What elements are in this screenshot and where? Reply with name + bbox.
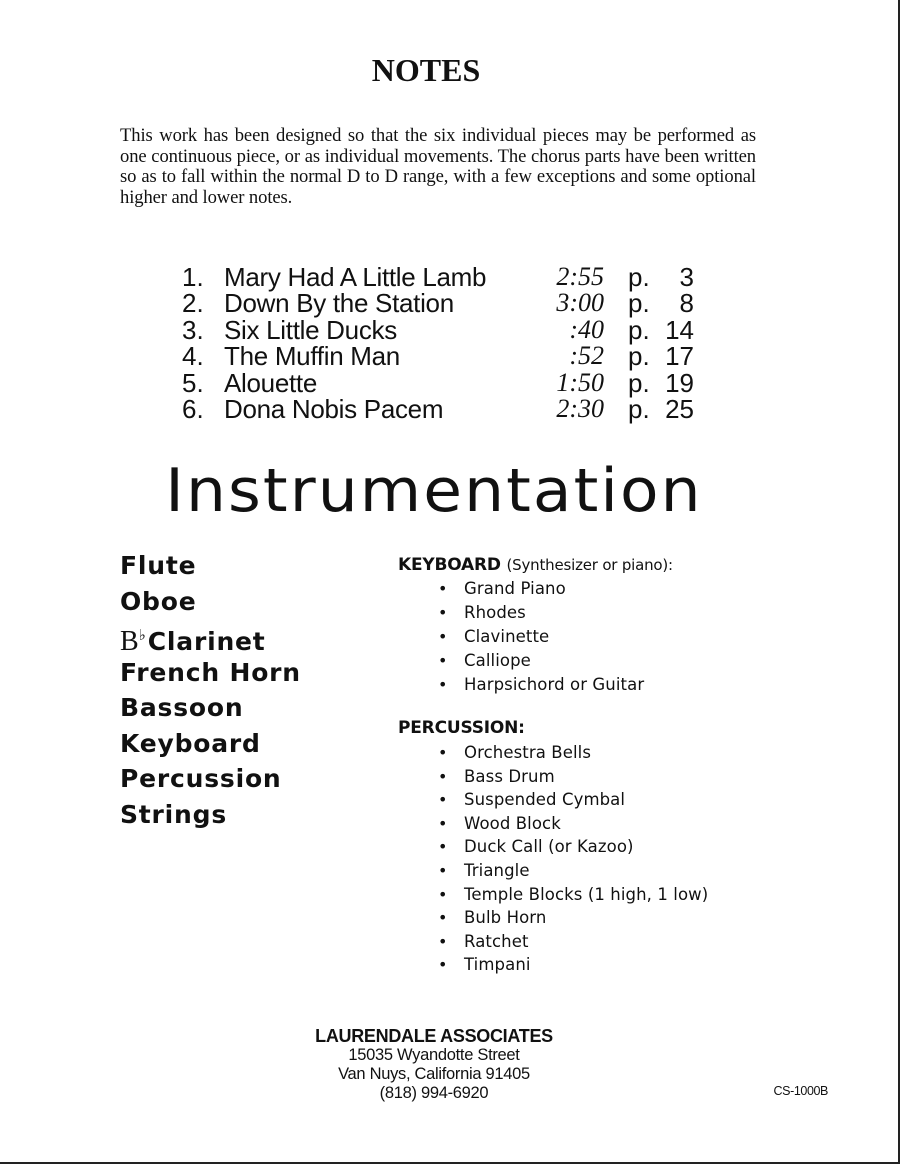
keyboard-item: • Rhodes — [398, 601, 673, 625]
piece-page — [628, 314, 694, 345]
keyboard-items — [398, 577, 673, 697]
keyboard-heading-line — [398, 553, 673, 577]
piece-page — [628, 341, 694, 372]
piece-row — [182, 288, 702, 319]
piece-duration: :40 — [569, 314, 604, 344]
page-number: 19 — [665, 367, 694, 398]
clarinet-label: Clarinet — [147, 627, 266, 656]
percussion-item: • Duck Call (or Kazoo) — [398, 835, 708, 859]
page-number: 14 — [665, 314, 694, 345]
instrument-clarinet — [120, 619, 301, 655]
notes-paragraph: This work has been designed so that the six individual pieces may be performed as one continuous piece, or as individual movements. The chorus parts have been written so as to fall within the normal D to D range, with a few exceptions and some optional higher and lower notes. — [120, 125, 756, 208]
piece-title: Dona Nobis Pacem — [224, 393, 444, 424]
instrument-keyboard: Keyboard — [120, 728, 261, 758]
piece-title: Alouette — [224, 367, 318, 398]
piece-row — [182, 264, 702, 290]
page-number: 3 — [679, 262, 694, 292]
clarinet-key — [120, 626, 148, 657]
percussion-items — [398, 741, 708, 977]
piece-number: 5. — [182, 367, 204, 398]
keyboard-item: • Clavinette — [398, 625, 673, 649]
percussion-item: • Wood Block — [398, 812, 708, 836]
piece-number: 6. — [182, 393, 204, 424]
keyboard-section — [398, 553, 673, 697]
piece-row — [182, 393, 702, 424]
piece-duration: 2:55 — [556, 262, 604, 291]
publisher-phone: (818) 994-6920 — [379, 1084, 489, 1102]
piece-page — [628, 367, 694, 398]
piece-duration: 3:00 — [556, 288, 604, 318]
keyboard-item: • Harpsichord or Guitar — [398, 673, 673, 697]
publisher-name: LAURENDALE ASSOCIATES — [315, 1026, 553, 1046]
piece-duration: 2:30 — [556, 393, 604, 423]
pieces-list — [182, 264, 702, 422]
piece-number: 2. — [182, 288, 204, 319]
page-prefix: p. — [628, 262, 650, 292]
notes-title: NOTES — [371, 52, 481, 88]
percussion-item: • Temple Blocks (1 high, 1 low) — [398, 883, 708, 907]
piece-duration: 1:50 — [556, 367, 604, 397]
instrument-list — [120, 548, 301, 832]
piece-row — [182, 367, 702, 398]
instrumentation-title: Instrumentation — [165, 456, 703, 526]
percussion-heading: PERCUSSION: — [398, 718, 525, 738]
publisher-city: Van Nuys, California 91405 — [338, 1065, 530, 1083]
piece-duration: :52 — [569, 341, 604, 371]
percussion-item: • Ratchet — [398, 930, 708, 954]
instrument-french-horn: French Horn — [120, 657, 301, 687]
instrument-bassoon: Bassoon — [120, 693, 244, 722]
percussion-item: • Orchestra Bells — [398, 741, 708, 765]
keyboard-item: • Calliope — [398, 649, 673, 673]
publisher-block — [300, 1027, 568, 1103]
keyboard-heading: KEYBOARD — [398, 555, 501, 575]
page-prefix: p. — [628, 393, 650, 424]
piece-title: Six Little Ducks — [224, 314, 397, 345]
page-prefix: p. — [628, 341, 650, 372]
piece-title: Mary Had A Little Lamb — [224, 262, 487, 292]
piece-number: 3. — [182, 314, 204, 345]
page-number: 8 — [679, 288, 694, 319]
instrument-percussion: Percussion — [120, 764, 282, 793]
piece-page — [628, 393, 694, 424]
instrument-flute: Flute — [120, 551, 197, 580]
percussion-item: • Suspended Cymbal — [398, 788, 708, 812]
piece-page — [628, 264, 694, 290]
percussion-item: • Bass Drum — [398, 765, 708, 789]
piece-number: 1. — [182, 262, 204, 292]
keyboard-item: • Grand Piano — [398, 577, 673, 601]
piece-title: The Muffin Man — [224, 341, 400, 372]
piece-title: Down By the Station — [224, 288, 454, 319]
publisher-street: 15035 Wyandotte Street — [348, 1046, 520, 1064]
piece-row — [182, 314, 702, 345]
clarinet-key-letter: B — [120, 626, 139, 657]
page-number: 17 — [665, 341, 694, 372]
piece-number: 4. — [182, 341, 204, 372]
page-prefix: p. — [628, 288, 650, 319]
instrument-strings: Strings — [120, 799, 228, 829]
percussion-section — [398, 716, 708, 977]
percussion-item: • Triangle — [398, 859, 708, 883]
flat-symbol: ♭ — [138, 628, 146, 644]
page-prefix: p. — [628, 367, 650, 398]
page-number: 25 — [665, 393, 694, 424]
page-prefix: p. — [628, 314, 650, 345]
percussion-item: • Bulb Horn — [398, 906, 708, 930]
piece-row — [182, 341, 702, 372]
instrument-oboe: Oboe — [120, 586, 197, 616]
keyboard-note: (Synthesizer or piano): — [506, 556, 673, 574]
percussion-item: • Timpani — [398, 953, 708, 977]
catalog-number: CS-1000B — [773, 1084, 828, 1098]
piece-page — [628, 288, 694, 319]
